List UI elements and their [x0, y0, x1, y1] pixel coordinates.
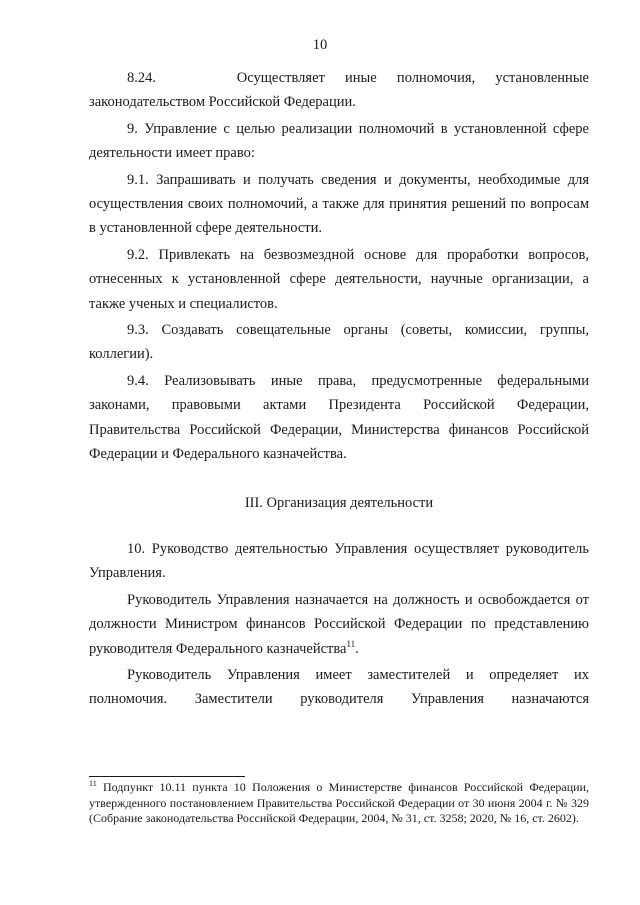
footnote-separator [89, 776, 245, 777]
paragraph-deputies: Руководитель Управления имеет заместителей и определяет их полномочия. Заместители руководителя Управления назначаются [89, 666, 589, 708]
footnote-text: Подпункт 10.11 пункта 10 Положения о Министерстве финансов Российской Федерации, утвержденного постановлением Правительства Российской Федерации от 30 июня 2004 г. № 329 (Собрание законодательства Российской Федерации, 2004, № 31, ст. 3258; 2020, № 16, ст. 2602). [89, 780, 589, 826]
paragraph-9-3: 9.3. Создавать совещательные органы (советы, комиссии, группы, коллегии). [89, 322, 589, 363]
paragraph-8-24: 8.24. Осуществляет иные полномочия, установленные законодательством Российской Федерации. [89, 70, 589, 111]
paragraph-9-4: 9.4. Реализовывать иные права, предусмотренные федеральными законами, правовыми актами Президента Российской Федерации, Правительства Российской Федерации, Министерства финансов Российской Федерации и Федерального казначейства. [89, 372, 589, 463]
paragraph-9-2: 9.2. Привлекать на безвозмездной основе для проработки вопросов, отнесенных к установленной сфере деятельности, научные организации, а также ученых и специалистов. [89, 246, 589, 312]
paragraph-head-appointment-text: Руководитель Управления назначается на должность и освобождается от должности Министром финансов Российской Федерации по представлению руководителя Федерального казначейства [89, 591, 589, 657]
paragraph-end-punctuation: . [355, 640, 359, 657]
paragraph-9-1: 9.1. Запрашивать и получать сведения и документы, необходимые для осуществления своих полномочий, а также для принятия решений по вопросам в установленной сфере деятельности. [89, 171, 589, 237]
paragraph-head-appointment [89, 588, 589, 661]
footnote-marker: 11 [89, 779, 97, 788]
footnote-reference[interactable]: 11 [346, 638, 356, 649]
paragraph-9: 9. Управление с целью реализации полномочий в установленной сфере деятельности имеет право: [89, 120, 589, 162]
section-heading: III. Организация деятельности [244, 494, 434, 511]
page-number: 10 [312, 37, 328, 53]
footnote [89, 780, 589, 827]
paragraph-10: 10. Руководство деятельностью Управления осуществляет руководитель Управления. [89, 540, 589, 582]
document-body [89, 66, 589, 712]
